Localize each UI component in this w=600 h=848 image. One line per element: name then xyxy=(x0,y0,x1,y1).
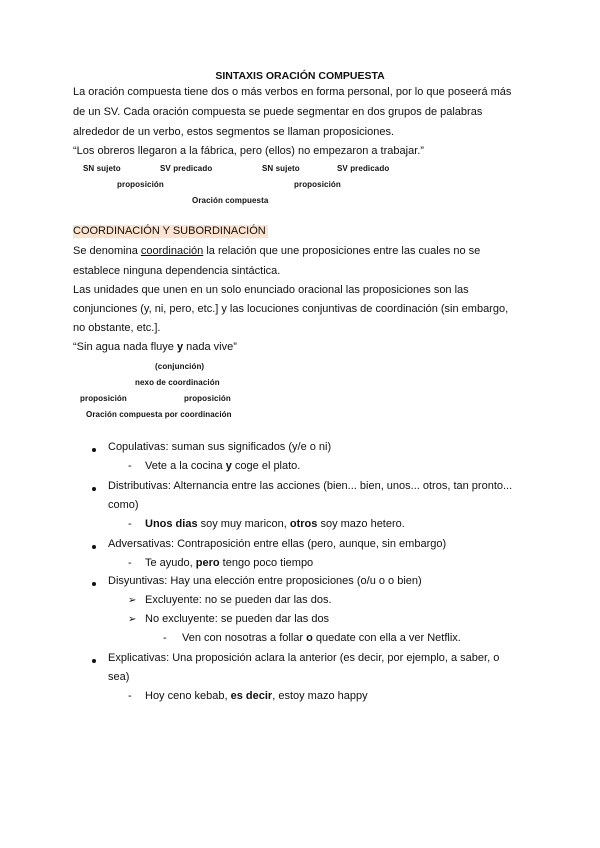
copulativas-ex-bold: y xyxy=(225,460,232,472)
explicativas-ex-bold: es decir xyxy=(230,690,273,702)
intro-line-3: alrededor de un verbo, estos segmentos se llaman proposiciones. xyxy=(73,126,395,138)
list-adversativas: Adversativas: Contraposición entre ellas (pero, aunque, sin embargo) xyxy=(108,538,447,550)
coord-p2-line-3: no obstante, etc.]. xyxy=(73,322,161,334)
list-copulativas: Copulativas: suman sus significados (y/e o ni) xyxy=(108,441,332,453)
copulativas-example xyxy=(145,460,300,472)
list-distributivas-1: Distributivas: Alternancia entre las acciones (bien... bien, unos... otros, tan pronto... xyxy=(108,480,513,492)
adversativas-ex-post: tengo poco tiempo xyxy=(219,557,314,569)
list-disyuntivas: Disyuntivas: Hay una elección entre proposiciones (o/u o o bien) xyxy=(108,575,422,587)
coord-line-2: establece ninguna dependencia sintáctica. xyxy=(73,265,281,277)
coord-p2-line-2: conjunciones (y, ni, pero, etc.] y las locuciones conjuntivas de coordinación (sin embargo, xyxy=(73,303,509,315)
copulativas-ex-post: coge el plato. xyxy=(231,460,301,472)
coord-p2-line-1: Las unidades que unen en un solo enunciado oracional las proposiciones son las xyxy=(73,284,469,296)
page-title: SINTAXIS ORACIÓN COMPUESTA xyxy=(215,70,385,82)
diagram1-prop2: proposición xyxy=(294,180,341,189)
coord-line-1 xyxy=(73,245,528,257)
arrow-right-icon: ➢ xyxy=(128,595,137,606)
diagram2-compound: Oración compuesta por coordinación xyxy=(86,410,232,419)
adversativas-ex-pre: Te ayudo, xyxy=(145,557,196,569)
explicativas-example xyxy=(145,690,368,702)
bullet-icon xyxy=(92,659,96,663)
diagram1-compound: Oración compuesta xyxy=(192,196,269,205)
bullet-icon xyxy=(92,448,96,452)
diagram2-prop2: proposición xyxy=(184,394,231,403)
distributivas-ex-bold-2: otros xyxy=(289,518,318,530)
distributivas-ex-post: soy mazo hetero. xyxy=(317,518,405,530)
coord-pre: Se denomina xyxy=(73,245,141,257)
disy-ex-post: quedate con ella a ver Netflix. xyxy=(312,632,461,644)
dash-icon: - xyxy=(163,632,167,644)
distributivas-ex-mid: soy muy maricon, xyxy=(197,518,290,530)
bullet-icon xyxy=(92,582,96,586)
adversativas-ex-bold: pero xyxy=(195,557,220,569)
coord-example-bold: y xyxy=(176,341,184,353)
disyuntivas-no-excluyente: No excluyente: se pueden dar las dos xyxy=(145,613,330,625)
distributivas-ex-bold-1: Unos dias xyxy=(145,518,198,530)
explicativas-ex-post: , estoy mazo happy xyxy=(272,690,368,702)
diagram1-sn1: SN sujeto xyxy=(83,164,121,173)
list-distributivas-2: como) xyxy=(108,499,139,511)
dash-icon: - xyxy=(128,460,132,472)
diagram1-sv1: SV predicado xyxy=(160,164,213,173)
dash-icon: - xyxy=(128,690,132,702)
disyuntivas-excluyente: Excluyente: no se pueden dar las dos. xyxy=(145,594,332,606)
coord-example-post: nada vive” xyxy=(183,341,237,353)
arrow-right-icon: ➢ xyxy=(128,614,137,625)
diagram1-sv2: SV predicado xyxy=(337,164,390,173)
diagram1-sn2: SN sujeto xyxy=(262,164,300,173)
intro-line-1: La oración compuesta tiene dos o más verbos en forma personal, por lo que poseerá más xyxy=(73,86,512,98)
explicativas-ex-pre: Hoy ceno kebab, xyxy=(145,690,231,702)
diagram1-prop1: proposición xyxy=(117,180,164,189)
intro-line-2: de un SV. Cada oración compuesta se puede segmentar en dos grupos de palabras xyxy=(73,106,483,118)
coord-example-pre: “Sin agua nada fluye xyxy=(73,341,177,353)
intro-example: “Los obreros llegaron a la fábrica, pero (ellos) no empezaron a trabajar.” xyxy=(73,145,424,157)
list-explicativas-2: sea) xyxy=(108,671,130,683)
bullet-icon xyxy=(92,487,96,491)
section-heading: COORDINACIÓN Y SUBORDINACIÓN xyxy=(73,225,266,237)
disy-ex-bold: o xyxy=(306,632,313,644)
copulativas-ex-pre: Vete a la cocina xyxy=(145,460,226,472)
diagram2-nexo: nexo de coordinación xyxy=(135,378,220,387)
adversativas-example xyxy=(145,557,313,569)
disy-ex-pre: Ven con nosotras a follar xyxy=(182,632,307,644)
list-explicativas-1: Explicativas: Una proposición aclara la anterior (es decir, por ejemplo, a saber, o xyxy=(108,652,500,664)
diagram2-conj: (conjunción) xyxy=(155,362,205,371)
coord-example xyxy=(73,341,237,353)
dash-icon: - xyxy=(128,557,132,569)
distributivas-example xyxy=(145,518,405,530)
coord-post: la relación que une proposiciones entre las cuales no se xyxy=(203,245,481,257)
coord-term: coordinación xyxy=(140,245,204,257)
dash-icon: - xyxy=(128,518,132,530)
diagram2-prop1: proposición xyxy=(80,394,127,403)
disyuntivas-example xyxy=(182,632,461,644)
bullet-icon xyxy=(92,545,96,549)
